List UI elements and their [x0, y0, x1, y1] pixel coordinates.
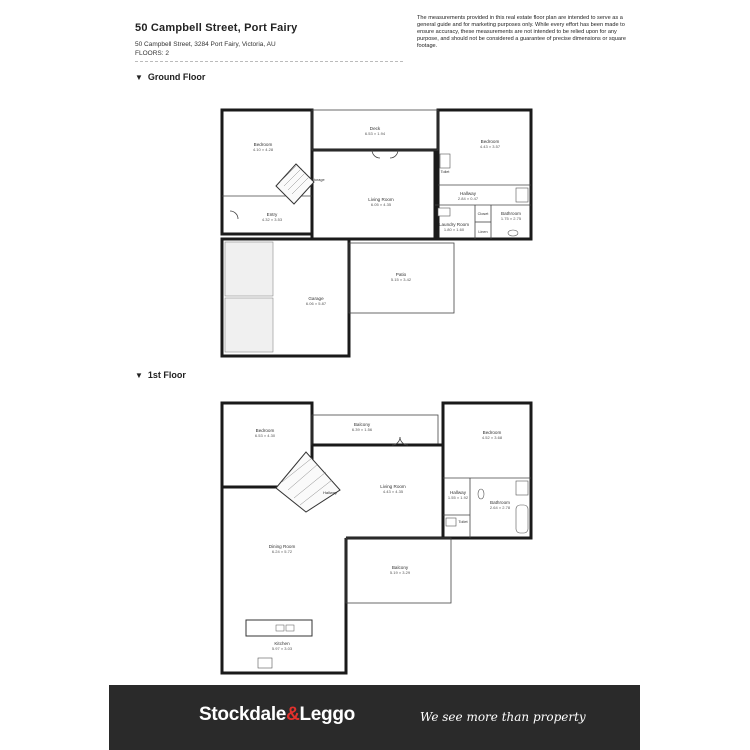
- ff-bedroom-label: Bedroom: [255, 428, 275, 433]
- ff-living-label: Living Room: [380, 484, 406, 489]
- gf-laundry-dims: 1.80 × 1.60: [443, 227, 465, 232]
- measurement-disclaimer: The measurements provided in this real estate floor plan are intended to serve as a general guide and for marketing purposes only. While every effort has been made to ensure accuracy, these measurements are not intended to be relied upon for any purpose, and should not be considered a guarantee of precise dimensions or square footage.: [417, 15, 626, 49]
- ff-bathroom-label: Bathroom: [490, 500, 510, 505]
- gf-toilet-label: Toilet: [440, 170, 450, 174]
- agency-logo[interactable]: [199, 704, 355, 726]
- ground-floor-label: Ground Floor: [147, 72, 206, 82]
- gf-garage-dims: 6.06 × 5.87: [305, 301, 327, 306]
- gf-living-dims: 6.05 × 4.35: [370, 202, 392, 207]
- ff-balcony2-label: Balcony: [391, 565, 409, 570]
- ff-toilet-fixture-icon: [446, 518, 456, 526]
- gf-laundry-sink-icon: [438, 208, 450, 216]
- ff-basin-icon: [478, 489, 484, 499]
- gf-hallway-label: Hallway: [459, 191, 477, 196]
- gf-garage-door-panel: [225, 242, 273, 296]
- ff-balcony-outline: [312, 415, 438, 445]
- first-floor-label: 1st Floor: [147, 370, 186, 380]
- gf-deck-dims: 6.53 × 1.94: [364, 131, 386, 136]
- ff-hallway-label: Hallway: [322, 490, 338, 495]
- property-title: 50 Campbell Street, Port Fairy: [135, 22, 298, 34]
- ff-bedroom-dims: 6.53 × 4.30: [254, 433, 276, 438]
- gf-bedroom2-label: Bedroom: [480, 139, 500, 144]
- ff-living-dims: 4.43 × 4.35: [382, 489, 404, 494]
- property-address: 50 Campbell Street, 3284 Port Fairy, Victoria, AU: [135, 41, 276, 48]
- gf-bathroom-label: Bathroom: [501, 211, 521, 216]
- ff-hallway2-label: Hallway: [449, 490, 467, 495]
- ff-cooktop-icon: [258, 658, 272, 668]
- gf-entry-dims: 4.32 × 3.53: [261, 217, 283, 222]
- gf-garage-label: Garage: [308, 296, 324, 301]
- agency-tagline: We see more than property: [420, 710, 586, 724]
- brand-name-first: Stockdale: [199, 704, 287, 725]
- gf-hallway-dims: 2.84 × 0.47: [457, 196, 479, 201]
- gf-garage-door-panel: [225, 298, 273, 352]
- gf-linen-label: Linen: [478, 230, 488, 234]
- gf-bathroom-dims: 1.75 × 2.75: [500, 216, 522, 221]
- gf-entry-label: Entry: [266, 212, 278, 217]
- gf-staircase: [276, 164, 314, 204]
- gf-patio-label: Patio: [395, 272, 407, 277]
- ff-bathtub-icon: [516, 505, 528, 533]
- gf-basin-fixture-icon: [508, 230, 518, 236]
- collapse-triangle-icon[interactable]: ▼: [135, 73, 143, 82]
- first-floor-plan: [222, 403, 531, 673]
- ff-shower-icon: [516, 481, 528, 495]
- ff-toilet-label: Toilet: [458, 519, 468, 524]
- floor-count: FLOORS: 2: [135, 50, 169, 57]
- ff-kitchen-dims: 5.97 × 3.03: [271, 646, 293, 651]
- brand-name-second: Leggo: [299, 704, 355, 725]
- ff-balcony-label: Balcony: [353, 422, 371, 427]
- ff-staircase: [276, 452, 340, 512]
- ff-hallway2-dims: 1.55 × 1.92: [447, 495, 469, 500]
- ff-bedroom2-dims: 4.52 × 3.68: [481, 435, 503, 440]
- gf-deck-label: Deck: [369, 126, 381, 131]
- gf-living-walls: [312, 150, 435, 239]
- gf-living-label: Living Room: [368, 197, 394, 202]
- gf-bedroom2-dims: 4.43 × 3.57: [479, 144, 501, 149]
- gf-bedroom-dims: 4.10 × 4.28: [252, 147, 274, 152]
- brand-ampersand: &: [286, 704, 300, 725]
- gf-toilet-fixture-icon: [440, 154, 450, 168]
- gf-shower-fixture-icon: [516, 188, 528, 202]
- collapse-triangle-icon[interactable]: ▼: [135, 371, 143, 380]
- ff-dining-dims: 6.24 × 5.72: [271, 549, 293, 554]
- gf-storage-label: Storage: [311, 178, 325, 182]
- gf-bedroom-label: Bedroom: [253, 142, 273, 147]
- ff-bathroom-dims: 2.64 × 2.78: [489, 505, 511, 510]
- ff-bedroom2-label: Bedroom: [482, 430, 502, 435]
- ff-kitchen-label: Kitchen: [274, 641, 290, 646]
- ff-balcony2-dims: 5.19 × 3.29: [389, 570, 411, 575]
- gf-closet-label: Closet: [477, 212, 489, 216]
- ff-kitchen-sink-icon: [286, 625, 294, 631]
- ground-floor-plan: [222, 110, 531, 356]
- ff-balcony-dims: 6.39 × 1.56: [351, 427, 373, 432]
- gf-laundry-label: Laundry Room: [438, 222, 470, 227]
- gf-patio-dims: 5.15 × 3.42: [390, 277, 412, 282]
- ff-dining-label: Dining Room: [268, 544, 296, 549]
- ff-kitchen-sink-icon: [276, 625, 284, 631]
